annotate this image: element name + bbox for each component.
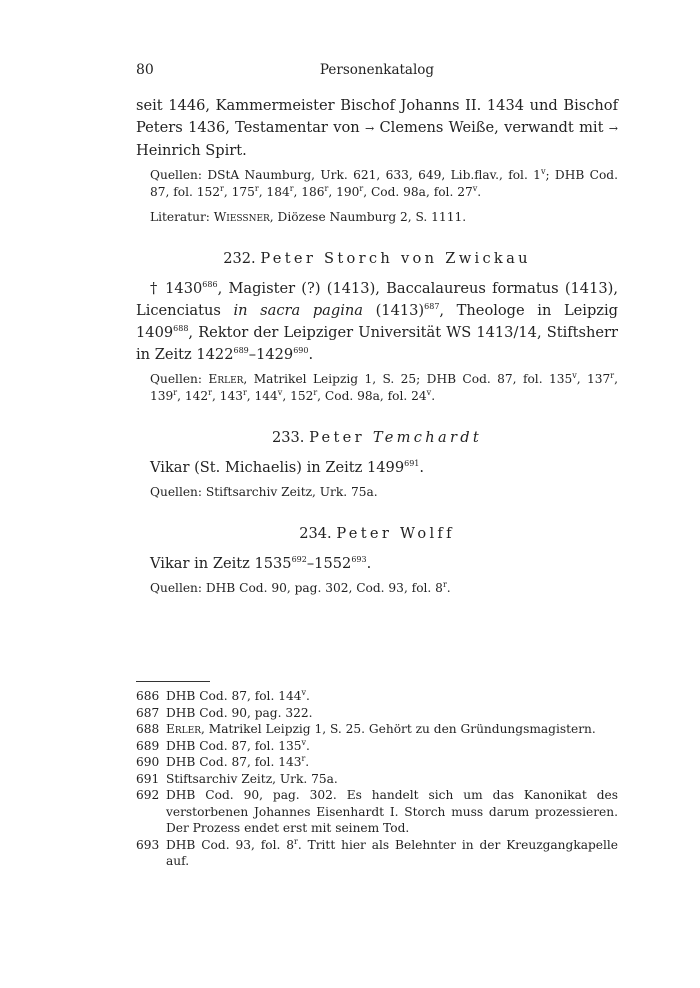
- entry-continuation-text: seit 1446, Kammermeister Bischof Johanns II. 1434 und Bischof Peters 1436, Testamentar von → Clemens Weiße, verwandt mit → Heinrich Spirt.: [136, 97, 618, 159]
- entry-233-sources: Quellen: Stiftsarchiv Zeitz, Urk. 75a.: [150, 485, 378, 499]
- entry-233-heading: 233. Peter Temchardt: [271, 429, 483, 446]
- entry-234-text: Vikar in Zeitz 1535$^{692}$–1552$^{693}$.: [150, 555, 372, 572]
- footnote: 693 DHB Cod. 93, fol. 8$^r$. Tritt hier als Belehnter in der Kreuzgangkapelle auf.: [136, 836, 619, 868]
- page-header: [136, 62, 618, 82]
- cross-reference-arrow-icon: →: [608, 122, 618, 135]
- footnote: 686 DHB Cod. 87, fol. 144$^v$.: [136, 687, 310, 703]
- footnotes: [136, 688, 618, 870]
- cross-reference-arrow-icon: →: [364, 122, 375, 135]
- entry-234-sources: Quellen: DHB Cod. 90, pag. 302, Cod. 93, fol. 8$^r$.: [150, 579, 451, 595]
- entry-232-sources: Quellen: Erler, Matrikel Leipzig 1, S. 25; DHB Cod. 87, fol. 135$^v$, 137$^r$, 139$^r$, 142$^r$, 143$^r$, 144$^v$, 152$^r$, Cod. 98a, fol. 24$^v$.: [150, 370, 618, 403]
- footnote: 692 DHB Cod. 90, pag. 302. Es handelt sich um das Kanonikat des verstorbenen Johannes Eisenhardt I. Storch muss darum prozessieren. Der Prozess endet erst mit seinem Tod.: [136, 788, 618, 835]
- page-number: 80: [136, 62, 154, 78]
- entry-232-text: † 1430$^{686}$, Magister (?) (1413), Baccalaureus formatus (1413), Licenciatus in sacra pagina $(1413)^{687}$, Theologe in Leipzig 1409$^{688}$, Rektor der Leipziger Universität WS 1413/14, Stiftsherr in Zeitz 1422$^{689}$–1429$^{690}$.: [136, 280, 618, 363]
- footnote: 687 DHB Cod. 90, pag. 322.: [136, 705, 313, 720]
- footnote: 688 Erler, Matrikel Leipzig 1, S. 25. Gehört zu den Gründungsmagistern.: [136, 722, 596, 736]
- entry-234-heading: 234. Peter Wolff: [299, 525, 455, 542]
- entry-continuation-sources: Quellen: DStA Naumburg, Urk. 621, 633, 649, Lib.flav., fol. 1$^v$; DHB Cod. 87, fol. 152$^r$, 175$^r$, 184$^r$, 186$^r$, 190$^r$, Cod. 98a, fol. 27$^v$.: [150, 166, 618, 199]
- footnote-separator: [136, 681, 210, 682]
- footnote: 691 Stiftsarchiv Zeitz, Urk. 75a.: [136, 771, 338, 786]
- footnote: 689 DHB Cod. 87, fol. 135$^v$.: [136, 737, 310, 753]
- entry-232-heading: 232. Peter Storch von Zwickau: [223, 250, 531, 267]
- entry-233-text: Vikar (St. Michaelis) in Zeitz 1499$^{691}$.: [150, 459, 425, 476]
- footnote: 690 DHB Cod. 87, fol. 143$^r$.: [136, 753, 310, 769]
- running-title: Personenkatalog: [319, 62, 435, 78]
- page-body: [136, 95, 618, 597]
- entry-continuation-literature: Literatur: Wiessner, Diözese Naumburg 2, S. 1111.: [150, 210, 467, 224]
